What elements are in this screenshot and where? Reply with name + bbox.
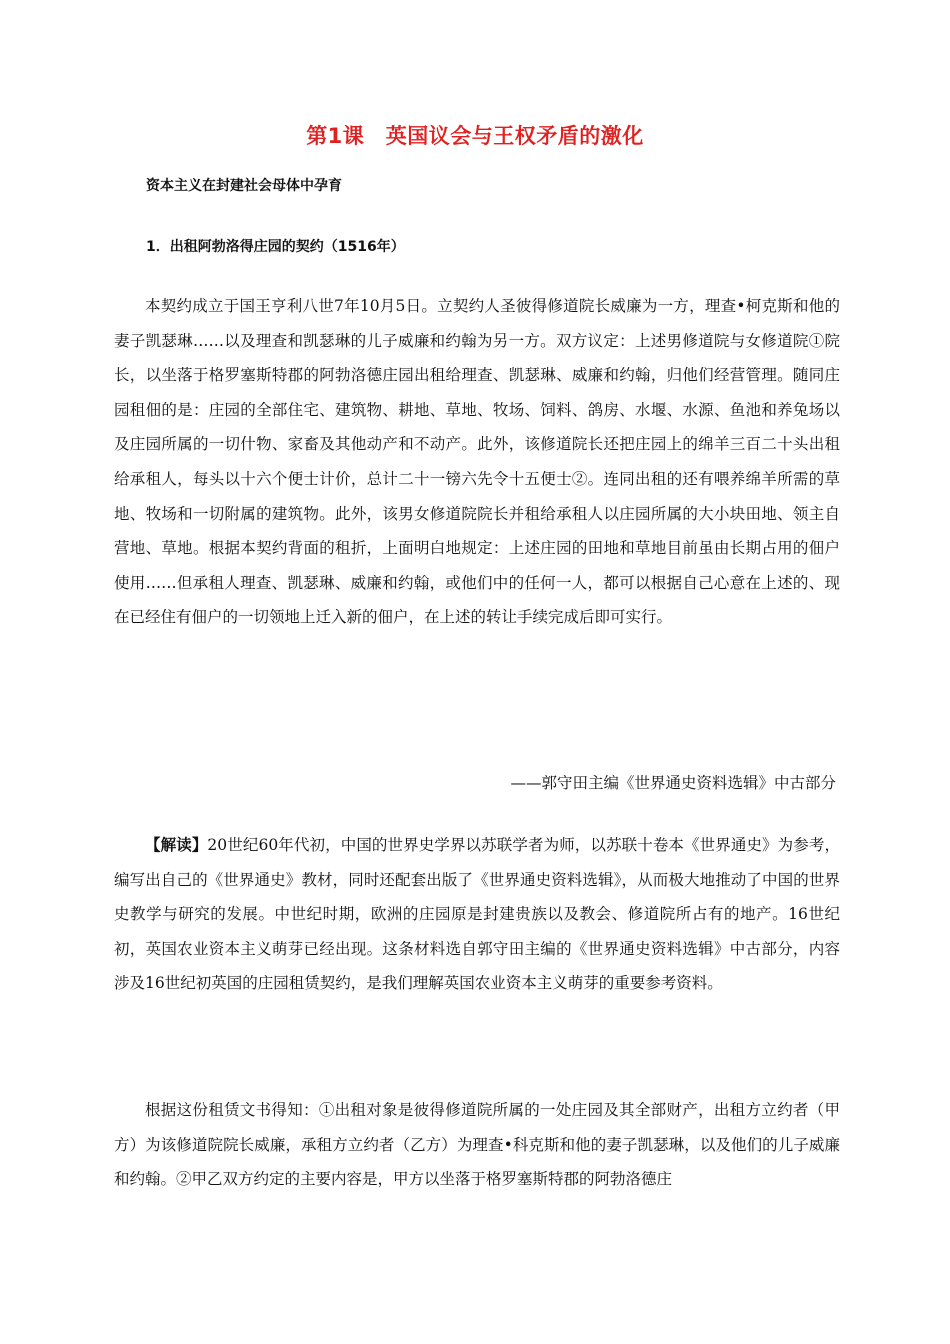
interpretation-paragraph <box>114 828 840 1001</box>
analysis-paragraph: 根据这份租赁文书得知：①出租对象是彼得修道院所属的一处庄园及其全部财产，出租方立约者（甲方）为该修道院院长威廉，承租方立约者（乙方）为理查•科克斯和他的妻子凯瑟琳，以及他们的儿子威廉和约翰。②甲乙双方约定的主要内容是，甲方以坐落于格罗塞斯特郡的阿勃洛德庄 <box>114 1101 840 1189</box>
lesson-title: 第1课 英国议会与王权矛盾的激化 <box>306 124 644 148</box>
section-heading: 资本主义在封建社会母体中孕育 <box>146 178 342 194</box>
interpretation-label: 【解读】 <box>145 836 208 854</box>
contract-paragraph: 本契约成立于国王亨利八世7年10月5日。立契约人圣彼得修道院长威廉为一方，理查•柯克斯和他的妻子凯瑟琳……以及理查和凯瑟琳的儿子威廉和约翰为另一方。双方议定：上述男修道院与女修道院①院长，以坐落于格罗塞斯特郡的阿勃洛德庄园出租给理查、凯瑟琳、威廉和约翰，归他们经营管理。随同庄园租佃的是：庄园的全部住宅、建筑物、耕地、草地、牧场、饲料、鸽房、水堰、水源、鱼池和养兔场以及庄园所属的一切什物、家畜及其他动产和不动产。此外，该修道院长还把庄园上的绵羊三百二十头出租给承租人，每头以十六个便士计价，总计二十一镑六先令十五便士②。连同出租的还有喂养绵羊所需的草地、牧场和一切附属的建筑物。此外，该男女修道院院长并租给承租人以庄园所属的大小块田地、领主自营地、草地。根据本契约背面的租折，上面明白地规定：上述庄园的田地和草地目前虽由长期占用的佃户使用……但承租人理查、凯瑟琳、威廉和约翰，或他们中的任何一人，都可以根据自己心意在上述的、现在已经住有佃户的一切领地上迁入新的佃户，在上述的转让手续完成后即可实行。 <box>114 297 840 627</box>
sub-heading: 1．出租阿勃洛得庄园的契约（1516年） <box>146 239 405 255</box>
interpretation-text: 20世纪60年代初，中国的世界史学界以苏联学者为师，以苏联十卷本《世界通史》为参考，编写出自己的《世界通史》教材，同时还配套出版了《世界通史资料选辑》，从而极大地推动了中国的世界史教学与研究的发展。中世纪时期，欧洲的庄园原是封建贵族以及教会、修道院所占有的地产。16世纪初，英国农业资本主义萌芽已经出现。这条材料选自郭守田主编的《世界通史资料选辑》中古部分，内容涉及16世纪初英国的庄园租赁契约，是我们理解英国农业资本主义萌芽的重要参考资料。 <box>114 836 840 993</box>
source-citation: ——郭守田主编《世界通史资料选辑》中古部分 <box>510 774 836 792</box>
